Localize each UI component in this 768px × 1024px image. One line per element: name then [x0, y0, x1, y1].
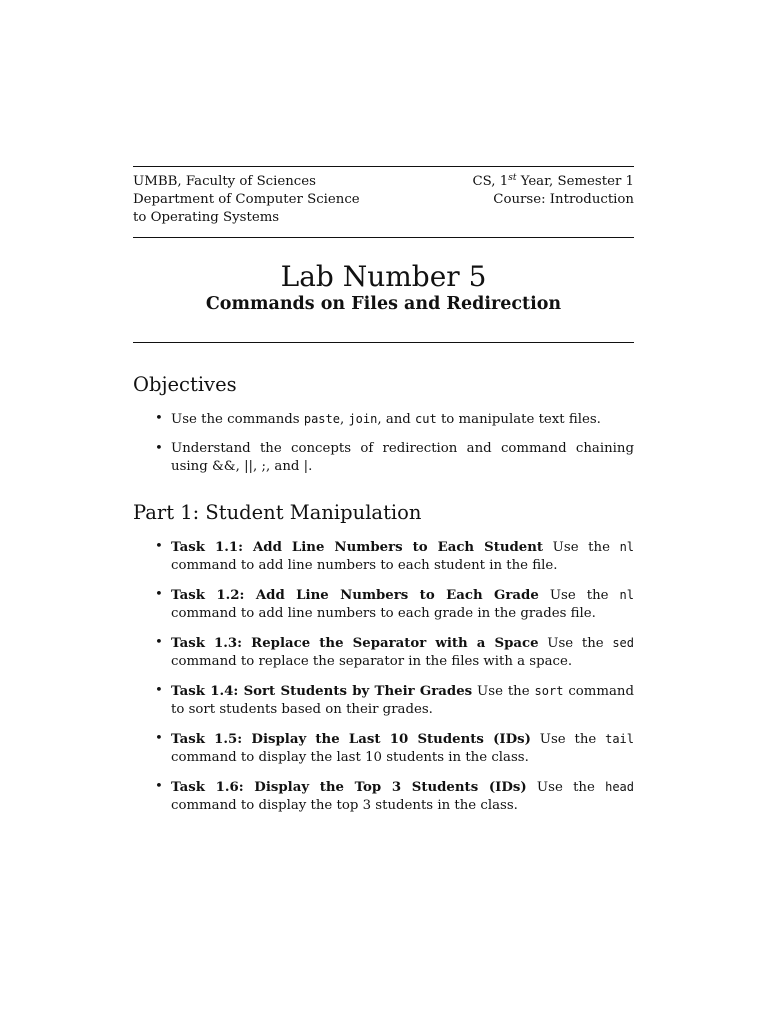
- header-left-line-1: UMBB, Faculty of Sciences: [133, 174, 316, 189]
- header-left: [133, 173, 360, 226]
- task-title: Task 1.6: Display the Top 3 Students (IDs): [171, 780, 527, 795]
- task-text: command to sort students based on their grades.: [171, 684, 635, 717]
- task-text: command to display the top 3 students in the class.: [171, 798, 518, 813]
- objectives-list: [133, 410, 634, 476]
- title-block: [133, 238, 634, 342]
- task-title: Task 1.4: Sort Students by Their Grades: [171, 684, 473, 699]
- task-text: command to display the last 10 students in the class.: [171, 750, 529, 765]
- task-command: sed: [612, 636, 635, 650]
- bullet-icon: •: [155, 539, 163, 554]
- task-item: [133, 682, 634, 719]
- task-item: [133, 586, 634, 623]
- task-text: Use the: [538, 636, 613, 651]
- page-subtitle: Commands on Files and Redirection: [205, 294, 562, 314]
- header-left-line-3: to Operating Systems: [133, 209, 280, 225]
- header-block: [133, 167, 634, 237]
- document-page: [133, 166, 634, 343]
- header-cs-label: CS, 1: [472, 174, 509, 189]
- task-text: Use the: [543, 540, 620, 555]
- task-item: [133, 538, 634, 575]
- task-item: [133, 730, 634, 767]
- objective-item: [133, 410, 634, 429]
- bullet-icon: •: [155, 587, 163, 602]
- objective-item: [133, 440, 634, 476]
- bullet-icon: •: [155, 683, 163, 698]
- header-right-line-1: [472, 173, 634, 191]
- command-paste: paste: [303, 412, 340, 426]
- bullet-icon: •: [155, 731, 163, 746]
- command-cut: cut: [415, 412, 437, 426]
- bullet-icon: •: [155, 441, 163, 456]
- task-text: Use the: [526, 780, 606, 795]
- header-year-semester: Year, Semester 1: [516, 174, 634, 189]
- task-item: [133, 778, 634, 815]
- task-text: Use the: [472, 684, 535, 699]
- bullet-icon: •: [155, 411, 163, 426]
- task-command: head: [605, 780, 635, 794]
- bullet-icon: •: [155, 779, 163, 794]
- task-text: command to replace the separator in the files with a space.: [171, 654, 573, 669]
- bullet-icon: •: [155, 635, 163, 650]
- task-item: [133, 634, 634, 671]
- task-text: command to add line numbers to each student in the file.: [171, 558, 558, 573]
- objective-text: Use the commands: [171, 412, 304, 427]
- title-bottom-rule: [133, 342, 634, 343]
- objective-text: ,: [339, 412, 349, 427]
- task-command: nl: [619, 540, 635, 554]
- header-ordinal: st: [508, 173, 517, 183]
- task-title: Task 1.3: Replace the Separator with a Space: [171, 636, 539, 651]
- command-join: join: [348, 412, 378, 426]
- task-title: Task 1.5: Display the Last 10 Students (IDs): [171, 732, 531, 747]
- header-right: [472, 173, 634, 209]
- header-right-line-2: Course: Introduction: [493, 191, 634, 207]
- task-command: nl: [619, 588, 634, 602]
- task-title: Task 1.2: Add Line Numbers to Each Grade: [171, 588, 539, 603]
- task-text: Use the: [538, 588, 620, 603]
- objective-text: Understand the concepts of redirection and command chaining using &&, ||, ;, and |.: [171, 441, 634, 474]
- task-title: Task 1.1: Add Line Numbers to Each Student: [171, 540, 544, 555]
- task-text: Use the: [530, 732, 606, 747]
- objective-text: to manipulate text files.: [436, 412, 601, 427]
- part1-heading: Part 1: Student Manipulation: [133, 501, 422, 524]
- task-text: command to add line numbers to each grade in the grades file.: [171, 606, 596, 621]
- task-command: tail: [605, 732, 634, 746]
- objective-text: , and: [377, 412, 416, 427]
- objectives-heading: Objectives: [133, 373, 237, 396]
- task-list: [133, 538, 634, 815]
- page-title: Lab Number 5: [280, 260, 487, 293]
- header-left-line-2: Department of Computer Science: [133, 191, 360, 207]
- task-command: sort: [534, 684, 564, 698]
